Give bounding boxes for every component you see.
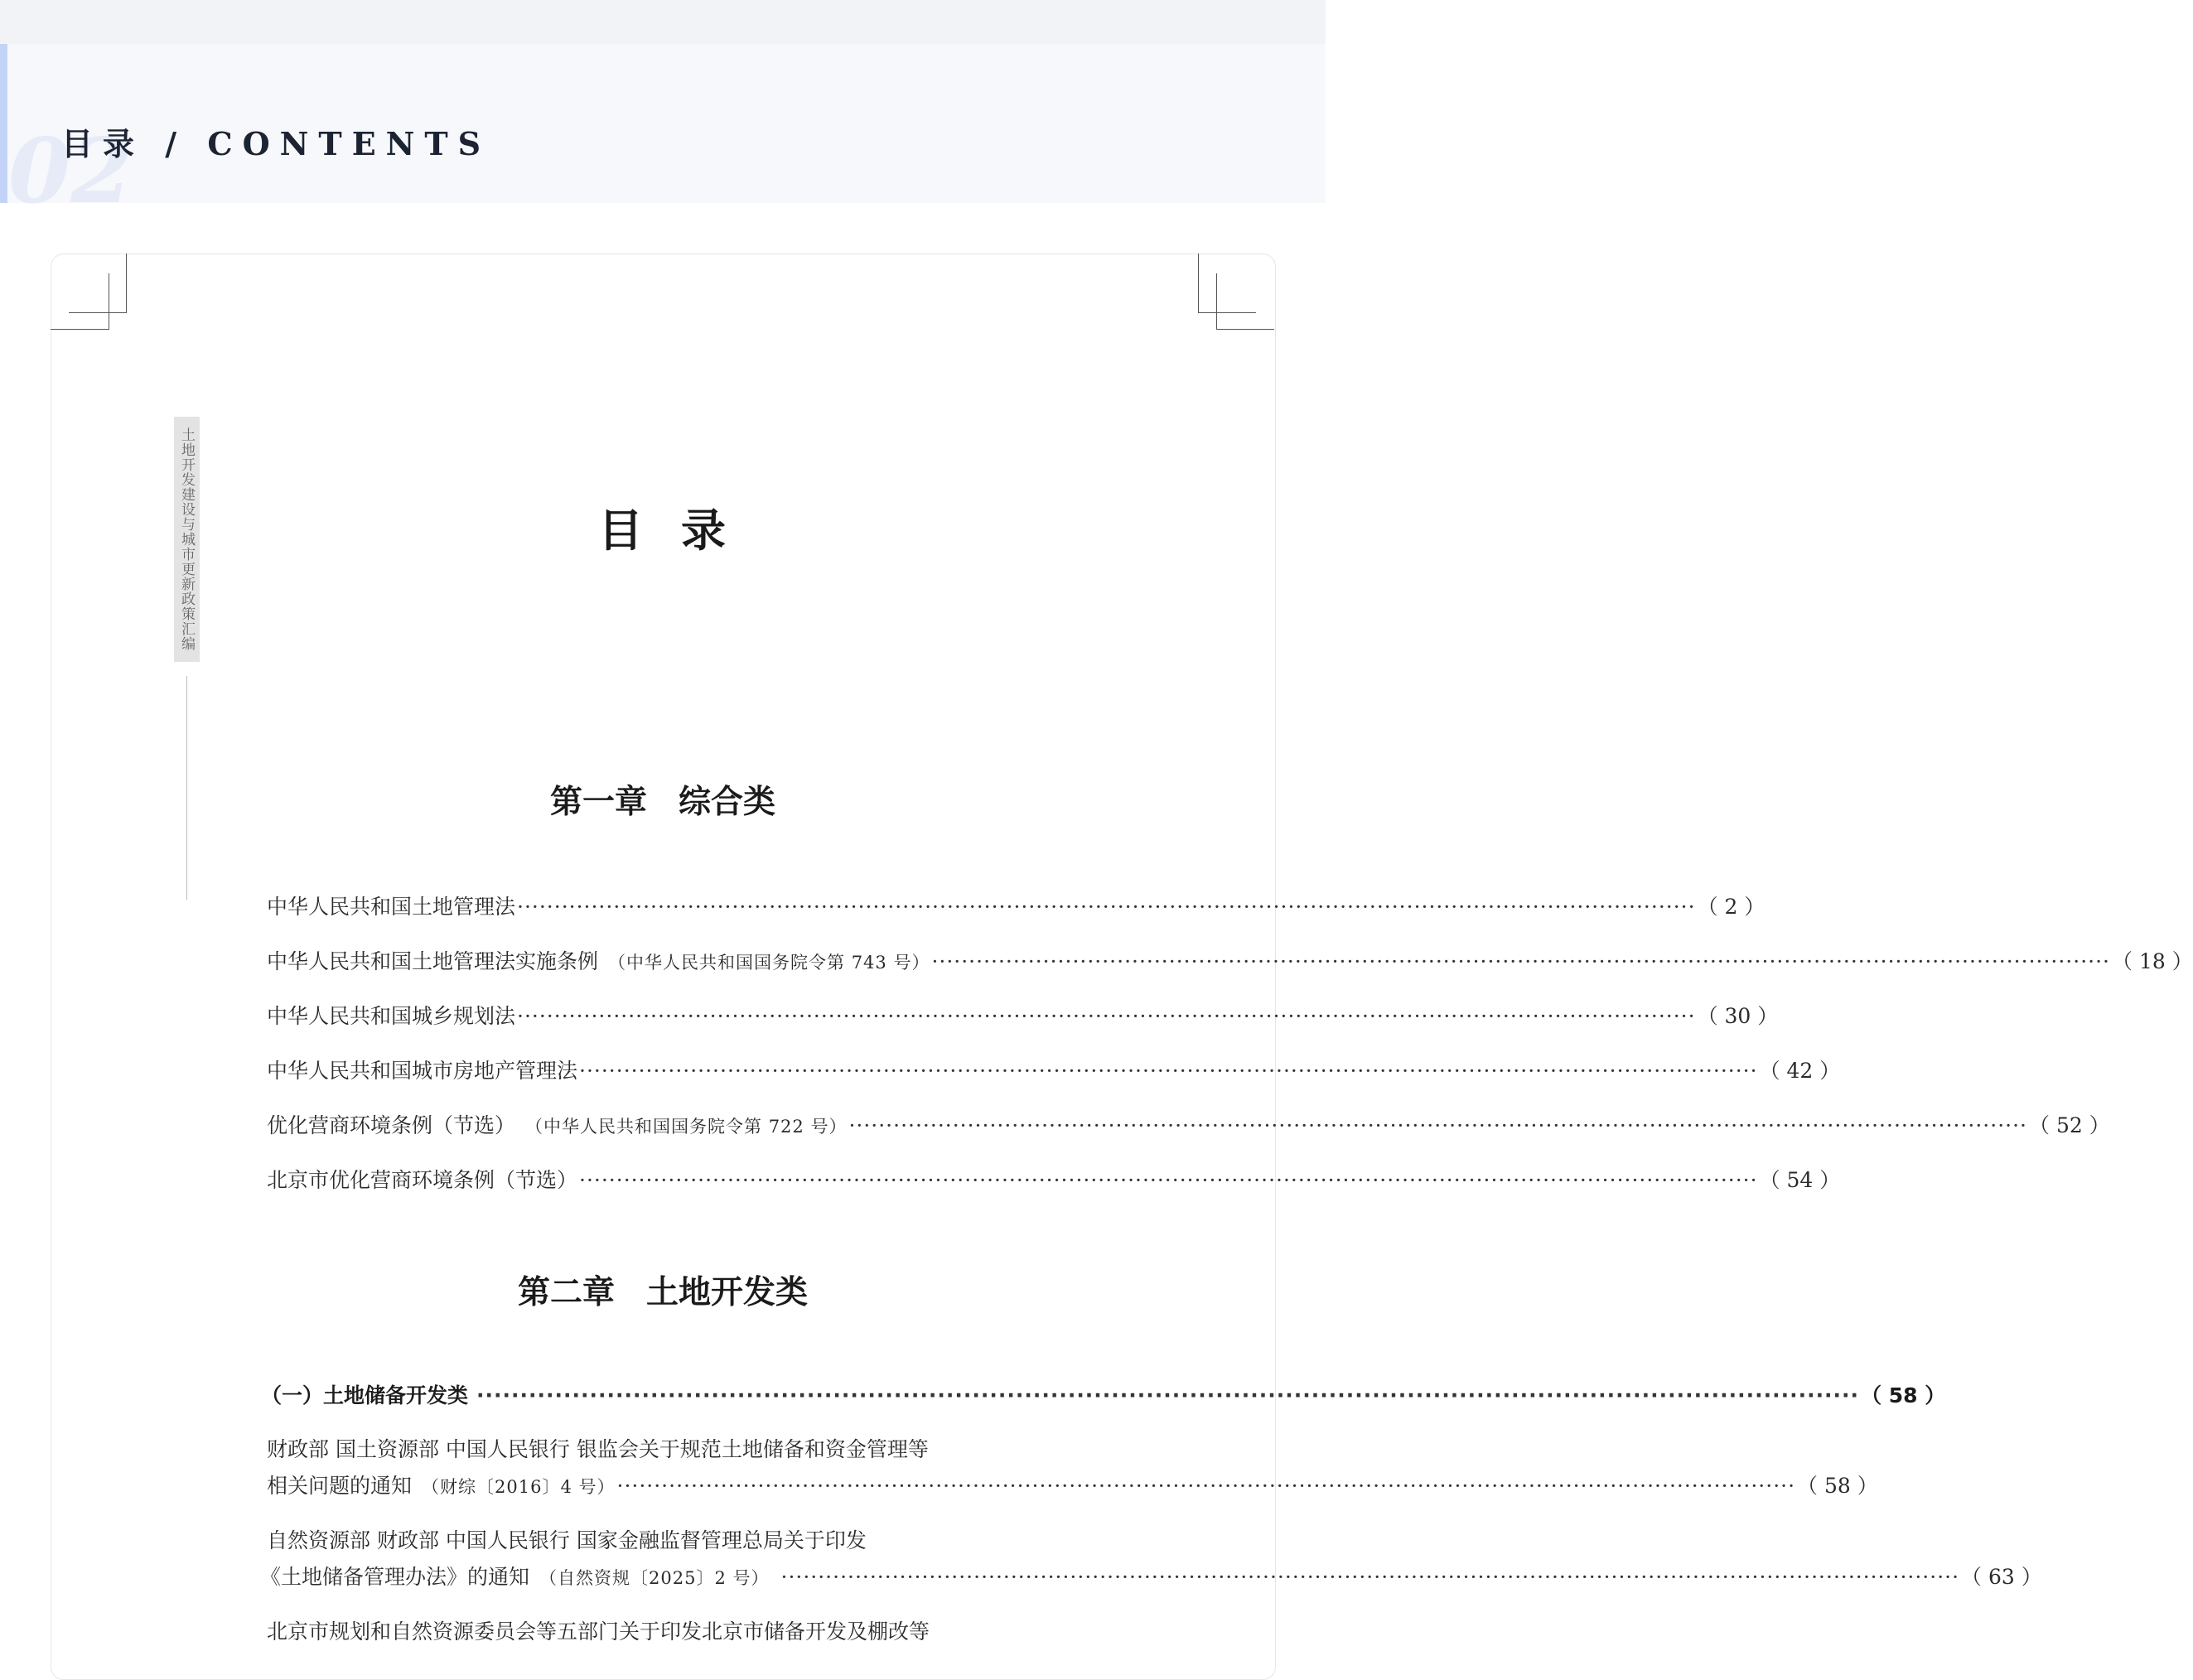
toc-list-chapter-1 — [267, 891, 2193, 1192]
toc-entry-title: 中华人民共和国城市房地产管理法 — [267, 1059, 578, 1083]
toc-leader-dots: ······························································································································································· — [579, 1059, 1758, 1083]
toc-entry[interactable] — [267, 1000, 1779, 1028]
section-title: （一）土地储备开发类 — [261, 1383, 469, 1407]
toc-entry-title-line2: 《土地储备管理办法》的通知 — [260, 1565, 530, 1589]
toc-entry-page: （ 58 ） — [1797, 1474, 1878, 1498]
toc-entry[interactable] — [267, 891, 1766, 919]
toc-leader-dots: ······························································································································································· — [848, 1113, 2027, 1137]
section-header — [0, 44, 1326, 224]
toc-entry[interactable] — [267, 1055, 1841, 1083]
toc-entry-title: 北京市优化营商环境条例（节选） — [267, 1168, 578, 1192]
page-title — [0, 495, 1326, 559]
toc-entry-note: （中华人民共和国国务院令第 722 号） — [525, 1117, 848, 1137]
chapter-label: 第一章 — [549, 783, 647, 821]
crop-mark-top-left-v — [126, 253, 127, 313]
toc-entry-page: （ 63 ） — [1961, 1565, 2042, 1589]
top-bar — [0, 0, 1326, 44]
crop-mark-top-left-h — [69, 312, 127, 313]
crop-mark-top-right-h — [1198, 312, 1256, 313]
toc-entry-note: （自然资规〔2025〕2 号） — [539, 1568, 770, 1588]
toc-entry-title-line1: 自然资源部 财政部 中国人民银行 国家金融监督管理总局关于印发 — [267, 1528, 867, 1552]
crop-mark-top-right-v2 — [1216, 273, 1217, 330]
toc-leader-dots: ······························································································································································· — [579, 1168, 1758, 1192]
toc-list-chapter-2 — [260, 1433, 2042, 1652]
chapter-label: 第二章 — [517, 1273, 615, 1311]
toc-entry-multiline[interactable] — [267, 1433, 1878, 1498]
toc-entry-note: （中华人民共和国国务院令第 743 号） — [608, 953, 930, 973]
toc-entry-title-line2: 相关问题的通知 — [267, 1474, 413, 1498]
toc-entry-title: 中华人民共和国土地管理法 — [267, 895, 516, 919]
toc-leader-dots: ······························································································································································· — [517, 895, 1696, 919]
section-number-watermark: 02 — [8, 119, 133, 224]
toc-leader-dots: ······························································································································································· — [517, 1004, 1696, 1028]
toc-leader-dots: ······························································································································································· — [616, 1474, 1796, 1498]
toc-entry-multiline[interactable] — [260, 1524, 2042, 1589]
toc-entry-title: 优化营商环境条例（节选） — [267, 1113, 516, 1137]
toc-entry-page: （ 52 ） — [2029, 1113, 2110, 1137]
toc-entry-page: （ 54 ） — [1759, 1168, 1841, 1192]
toc-entry-page: （ 18 ） — [2112, 949, 2193, 973]
toc-entry-title-line1: 北京市规划和自然资源委员会等五部门关于印发北京市储备开发及棚改等 — [267, 1620, 930, 1644]
toc-entry-title: 中华人民共和国城乡规划法 — [267, 1004, 516, 1028]
toc-entry-title: 中华人民共和国土地管理法实施条例 — [267, 949, 599, 973]
chapter-name: 综合类 — [679, 783, 776, 821]
toc-entry[interactable] — [267, 945, 2193, 973]
toc-entry-page: （ 42 ） — [1759, 1059, 1841, 1083]
toc-leader-dots: ······························································································································································· — [476, 1383, 1860, 1407]
chapter-heading-1 — [0, 776, 1326, 823]
toc-entry-multiline[interactable] — [267, 1615, 1055, 1652]
section-page: （ 58 ） — [1861, 1383, 1946, 1407]
book-title-vertical: 土地开发建设与城市更新政策汇编 — [178, 427, 195, 651]
crop-mark-top-right-v — [1198, 253, 1199, 313]
toc-section-heading[interactable] — [261, 1379, 1946, 1407]
toc-entry-note: （财综〔2016〕4 号） — [422, 1477, 616, 1497]
header-accent-bar — [0, 44, 7, 203]
toc-leader-dots: ······························································································································································· — [780, 1565, 1960, 1589]
toc-entry-page: （ 2 ） — [1697, 895, 1766, 919]
toc-entry-title-line1: 财政部 国土资源部 中国人民银行 银监会关于规范土地储备和资金管理等 — [267, 1437, 929, 1461]
chapter-heading-2 — [0, 1267, 1326, 1313]
chapter-name: 土地开发类 — [646, 1273, 809, 1311]
toc-entry[interactable] — [267, 1164, 1841, 1192]
section-header-title: 目录 / CONTENTS — [61, 125, 491, 162]
toc-entry[interactable] — [267, 1109, 2110, 1137]
page-title-left: 目 — [598, 504, 645, 557]
page-title-right: 录 — [681, 504, 727, 557]
toc-entry-page: （ 30 ） — [1697, 1004, 1779, 1028]
crop-mark-top-right-h2 — [1216, 329, 1274, 330]
crop-mark-top-left-h2 — [51, 329, 109, 330]
toc-leader-dots: ······························································································································································· — [931, 949, 2110, 973]
